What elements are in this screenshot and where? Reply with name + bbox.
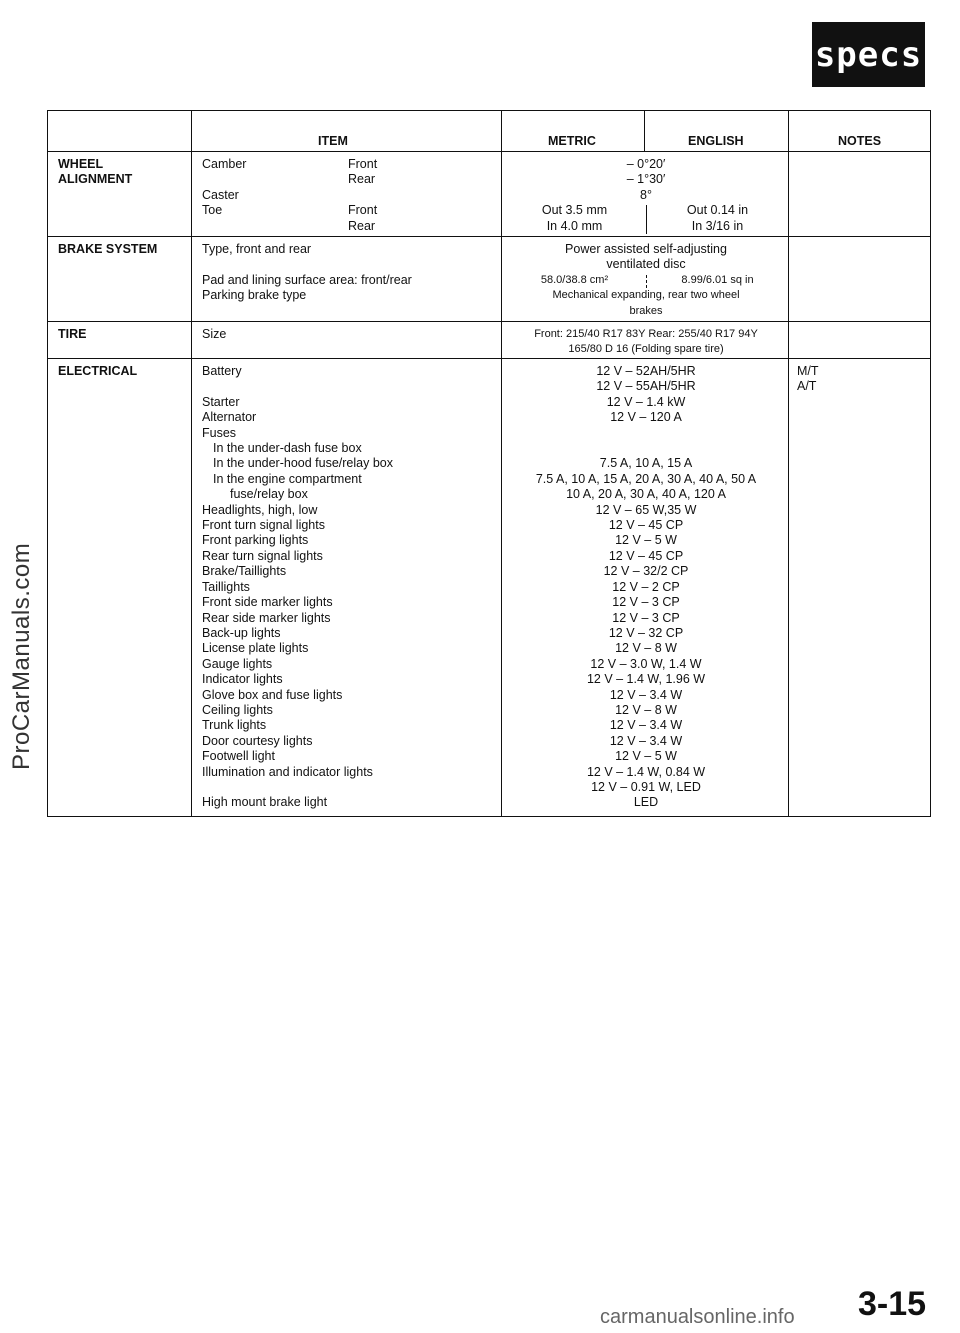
item-label: Gauge lights bbox=[202, 656, 273, 671]
item-label: Trunk lights bbox=[202, 718, 267, 733]
metric-value: In 4.0 mm bbox=[546, 218, 603, 233]
header-english: ENGLISH bbox=[688, 134, 744, 148]
note-value: A/T bbox=[797, 379, 817, 394]
metric-value: 12 V – 3.4 W bbox=[609, 733, 683, 748]
section-brake-system bbox=[48, 236, 930, 321]
item-label: Pad and lining surface area: front/rear bbox=[202, 272, 412, 287]
table-header bbox=[48, 111, 930, 151]
metric-value: 12 V – 45 CP bbox=[608, 548, 684, 563]
item-label: In the under-hood fuse/relay box bbox=[213, 456, 393, 471]
metric-value: – 1°30′ bbox=[626, 172, 666, 187]
sub-label: Rear bbox=[348, 218, 376, 233]
sub-label: Front bbox=[348, 203, 378, 218]
item-label: Indicator lights bbox=[202, 672, 283, 687]
item-label: Rear turn signal lights bbox=[202, 548, 323, 563]
english-value: 8.99/6.01 sq in bbox=[681, 273, 754, 286]
page-number: 3-15 bbox=[858, 1285, 927, 1323]
metric-value: 12 V – 32/2 CP bbox=[603, 564, 689, 579]
metric-value: 12 V – 1.4 kW bbox=[606, 394, 686, 409]
item-label: Starter bbox=[202, 394, 240, 409]
item-label: Camber bbox=[202, 157, 247, 171]
category-label: ELECTRICAL bbox=[58, 364, 138, 378]
item-label bbox=[202, 172, 246, 187]
section-electrical bbox=[48, 358, 930, 816]
item-label: In the under-dash fuse box bbox=[213, 441, 362, 456]
item-label: Taillights bbox=[202, 579, 250, 594]
item-label: Front turn signal lights bbox=[202, 518, 325, 533]
metric-value: Mechanical expanding, rear two wheel bbox=[552, 289, 740, 302]
item-label: Rear side marker lights bbox=[202, 610, 331, 625]
spec-table bbox=[47, 110, 931, 817]
english-value: Out 0.14 in bbox=[686, 203, 749, 218]
note-value: M/T bbox=[797, 364, 819, 378]
item-label: Type, front and rear bbox=[202, 242, 312, 256]
metric-value: 12 V – 3 CP bbox=[612, 610, 680, 625]
header-item: ITEM bbox=[318, 134, 348, 148]
item-label: Caster bbox=[202, 187, 239, 202]
metric-value: 10 A, 20 A, 30 A, 40 A, 120 A bbox=[566, 487, 726, 502]
item-label: High mount brake light bbox=[202, 795, 328, 810]
metric-value: 58.0/38.8 cm² bbox=[540, 273, 609, 286]
metric-value: Out 3.5 mm bbox=[541, 203, 608, 218]
metric-value: 12 V – 8 W bbox=[615, 641, 677, 656]
metric-value: 12 V – 45 CP bbox=[608, 518, 684, 533]
item-label: Size bbox=[202, 327, 227, 341]
metric-value: 12 V – 8 W bbox=[615, 702, 677, 717]
header-notes: NOTES bbox=[838, 134, 882, 148]
item-label: Alternator bbox=[202, 410, 257, 425]
item-label: Front side marker lights bbox=[202, 595, 333, 610]
metric-value: 7.5 A, 10 A, 15 A bbox=[599, 456, 693, 471]
item-label: Glove box and fuse lights bbox=[202, 687, 343, 702]
metric-value: 12 V – 3.4 W bbox=[609, 718, 683, 733]
metric-value: 12 V – 55AH/5HR bbox=[596, 379, 696, 394]
metric-value: 12 V – 32 CP bbox=[608, 625, 684, 640]
metric-value: Front: 215/40 R17 83Y Rear: 255/40 R17 94Y bbox=[534, 328, 758, 340]
metric-value: 12 V – 3.0 W, 1.4 W bbox=[590, 656, 702, 671]
metric-value: 165/80 D 16 (Folding spare tire) bbox=[568, 343, 724, 356]
category-label: ALIGNMENT bbox=[58, 172, 133, 187]
section-wheel-alignment bbox=[48, 151, 930, 236]
item-label: Headlights, high, low bbox=[202, 502, 318, 517]
metric-value: 12 V – 2 CP bbox=[612, 579, 680, 594]
specs-logo: specs bbox=[812, 22, 925, 87]
metric-value: 12 V – 5 W bbox=[615, 533, 677, 548]
metric-value: brakes bbox=[629, 304, 663, 317]
side-watermark: ProCarManuals.com bbox=[8, 542, 35, 770]
item-label: Toe bbox=[202, 203, 223, 218]
metric-value: 12 V – 3 CP bbox=[612, 595, 680, 610]
category-label: WHEEL bbox=[58, 157, 104, 171]
metric-value: – 0°20′ bbox=[626, 157, 666, 171]
category-label: TIRE bbox=[58, 327, 87, 341]
metric-value: 12 V – 5 W bbox=[615, 749, 677, 764]
item-label: Battery bbox=[202, 364, 242, 378]
metric-value: Power assisted self-adjusting bbox=[565, 242, 727, 256]
metric-value: 8° bbox=[640, 187, 652, 202]
item-label: fuse/relay box bbox=[230, 487, 308, 502]
metric-value: 12 V – 52AH/5HR bbox=[596, 364, 696, 378]
sub-label: Front bbox=[348, 157, 378, 171]
footer-watermark: carmanualsonline.info bbox=[600, 1306, 795, 1328]
sub-label: Rear bbox=[348, 172, 376, 187]
metric-value: 12 V – 1.4 W, 0.84 W bbox=[586, 764, 706, 779]
metric-value: 12 V – 1.4 W, 1.96 W bbox=[586, 672, 706, 687]
item-label: Ceiling lights bbox=[202, 702, 273, 717]
item-label: Parking brake type bbox=[202, 288, 307, 303]
english-value: In 3/16 in bbox=[691, 218, 744, 233]
item-label: Footwell light bbox=[202, 749, 275, 764]
section-tire bbox=[48, 321, 930, 358]
metric-value: ventilated disc bbox=[606, 257, 686, 272]
item-label: Front parking lights bbox=[202, 533, 309, 548]
item-label: Brake/Taillights bbox=[202, 564, 287, 579]
category-label: BRAKE SYSTEM bbox=[58, 242, 158, 256]
metric-value: 12 V – 3.4 W bbox=[609, 687, 683, 702]
metric-value: LED bbox=[633, 795, 659, 810]
header-metric: METRIC bbox=[548, 134, 596, 148]
metric-value: 7.5 A, 10 A, 15 A, 20 A, 30 A, 40 A, 50 A bbox=[535, 471, 757, 486]
metric-value: 12 V – 65 W,35 W bbox=[595, 502, 697, 517]
item-label: Illumination and indicator lights bbox=[202, 764, 373, 779]
metric-value: 12 V – 120 A bbox=[610, 410, 682, 425]
metric-value: 12 V – 0.91 W, LED bbox=[591, 779, 701, 794]
item-label: License plate lights bbox=[202, 641, 309, 656]
item-label: In the engine compartment bbox=[213, 471, 362, 486]
item-label: Fuses bbox=[202, 425, 237, 440]
item-label: Door courtesy lights bbox=[202, 733, 313, 748]
item-label: Back-up lights bbox=[202, 625, 281, 640]
